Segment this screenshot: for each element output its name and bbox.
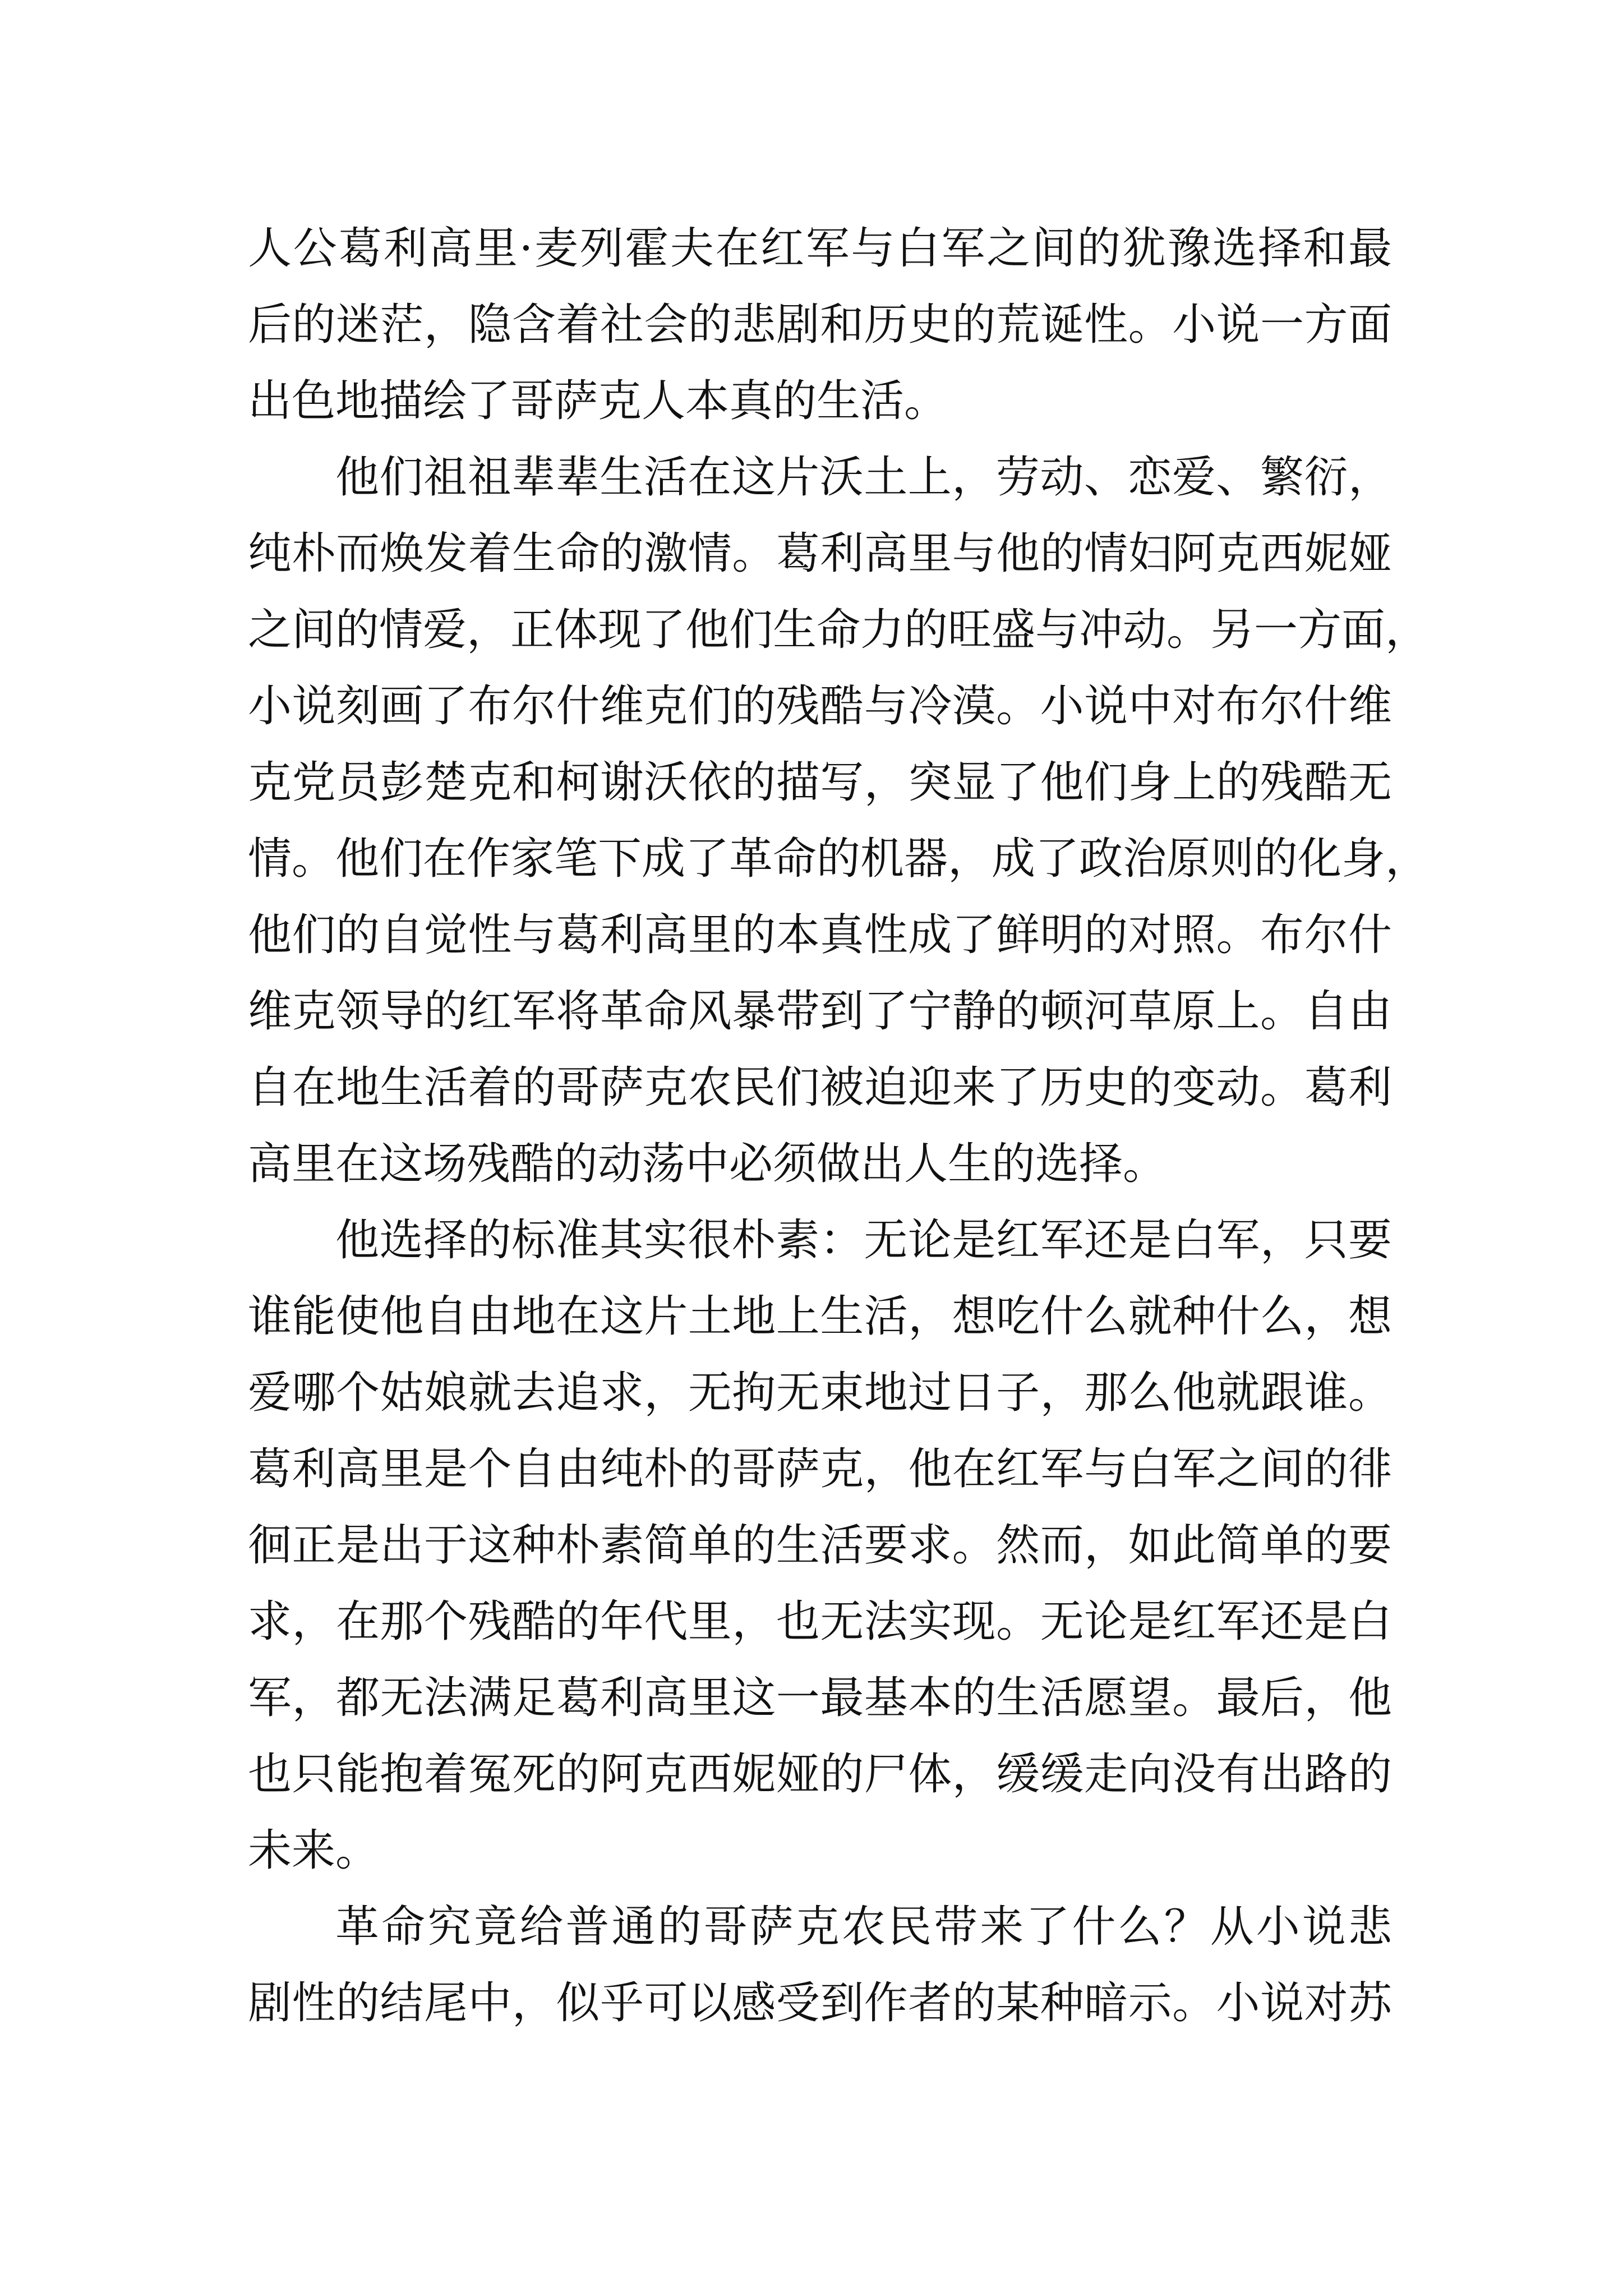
text-line: 葛利高里是个自由纯朴的哥萨克，他在红军与白军之间的徘 [248,1444,1392,1494]
text-line: 军，都无法满足葛利高里这一最基本的生活愿望。最后，他 [248,1673,1392,1723]
text-line: 徊正是出于这种朴素简单的生活要求。然而，如此简单的要 [248,1520,1392,1571]
body-text [248,210,1430,2041]
text-line: 剧性的结尾中，似乎可以感受到作者的某种暗示。小说对苏 [248,1978,1392,2028]
text-line: 求，在那个残酷的年代里，也无法实现。无论是红军还是白 [248,1596,1392,1647]
text-line: 情。他们在作家笔下成了革命的机器，成了政治原则的化身， [248,834,1430,884]
paragraph-first-line: 革命究竟给普通的哥萨克农民带来了什么？从小说悲 [335,1902,1392,1952]
text-line: 未来。 [248,1825,380,1876]
text-line: 克党员彭楚克和柯谢沃依的描写，突显了他们身上的残酷无 [248,757,1392,808]
text-line: 维克领导的红军将革命风暴带到了宁静的顿河草原上。自由 [248,986,1392,1037]
text-line: 纯朴而焕发着生命的激情。葛利高里与他的情妇阿克西妮娅 [248,528,1392,579]
text-line: 爱哪个姑娘就去追求，无拘无束地过日子，那么他就跟谁。 [248,1368,1392,1418]
text-line: 人公葛利高里·麦列霍夫在红军与白军之间的犹豫选择和最 [248,223,1392,274]
text-line: 小说刻画了布尔什维克们的残酷与冷漠。小说中对布尔什维 [248,681,1392,731]
paragraph-first-line: 他选择的标准其实很朴素：无论是红军还是白军，只要 [335,1215,1392,1266]
text-line: 高里在这场残酷的动荡中必须做出人生的选择。 [248,1139,1167,1189]
text-line: 之间的情爱，正体现了他们生命力的旺盛与冲动。另一方面， [248,605,1430,655]
text-line: 他们的自觉性与葛利高里的本真性成了鲜明的对照。布尔什 [248,910,1392,960]
paragraph-first-line: 他们祖祖辈辈生活在这片沃土上，劳动、恋爱、繁衍， [335,452,1392,503]
text-line: 自在地生活着的哥萨克农民们被迫迎来了历史的变动。葛利 [248,1062,1392,1113]
text-line: 出色地描绘了哥萨克人本真的生活。 [248,376,948,426]
text-line: 后的迷茫，隐含着社会的悲剧和历史的荒诞性。小说一方面 [248,300,1392,350]
text-line: 也只能抱着冤死的阿克西妮娅的尸体，缓缓走向没有出路的 [248,1749,1392,1800]
text-line: 谁能使他自由地在这片土地上生活，想吃什么就种什么，想 [248,1291,1392,1342]
